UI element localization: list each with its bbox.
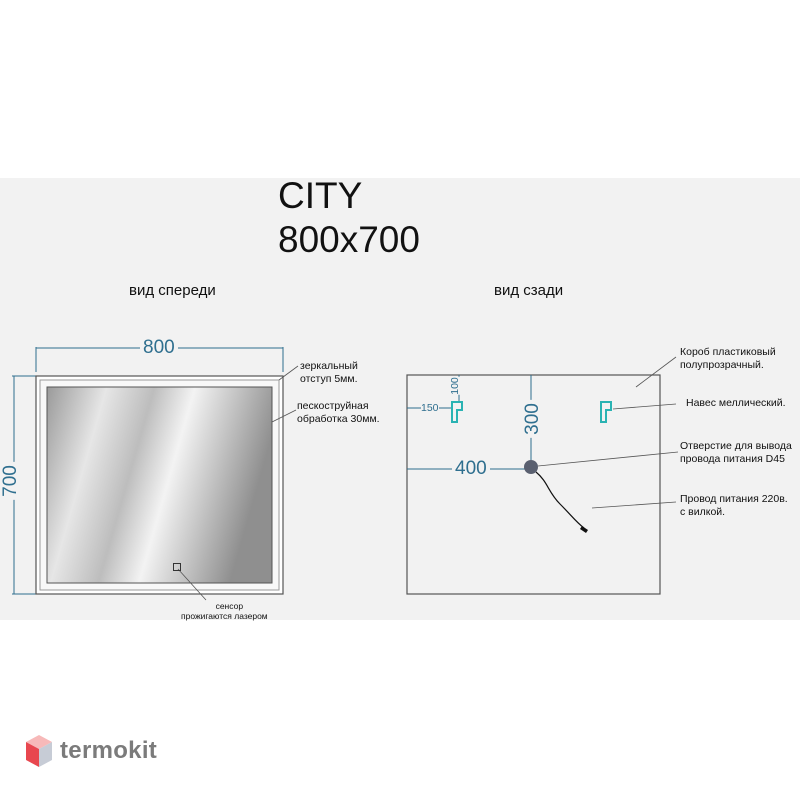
model-name: CITY [278,175,363,216]
dimension-100-text: 100 [448,377,461,395]
cable-note-line-1: Провод питания 220в. [680,493,788,505]
hole-note-line-1: Отверстие для вывода [680,440,792,452]
sandblast-note [297,400,380,426]
cable-hole [524,460,538,474]
hole-note [680,440,792,466]
model-size: 800x700 [278,219,420,260]
mirror-offset-leader [279,366,298,380]
dimension-150-text: 150 [421,402,439,414]
hanger-note [686,397,786,410]
plug-icon [580,526,588,533]
back-view [407,357,678,594]
width-dimension-text: 800 [140,337,178,359]
brand-name: termokit [60,737,158,764]
power-cable [536,472,584,528]
back-view-label: вид сзади [494,282,564,299]
mirror-offset-note [300,360,358,386]
cube-logo-icon [24,733,54,769]
sensor-note-line-2: прожигаются лазером [181,611,268,621]
front-view [12,347,298,600]
sensor-note-line-1: сенсор [215,601,244,611]
right-hanger [601,402,611,422]
sensor-note [181,601,268,621]
hanger-note-line-1: Навес меллический. [686,397,786,409]
hole-leader [538,452,678,466]
hanger-leader [613,404,676,409]
brand-logo [24,733,157,769]
sandblast-note-line-1: пескоструйная [297,400,369,412]
box-leader [636,357,676,387]
cable-leader [592,502,676,508]
box-note-line-1: Короб пластиковый [680,346,776,358]
cable-note [680,493,788,519]
front-view-label: вид спереди [129,282,216,299]
sandblast-note-line-2: обработка 30мм. [297,413,380,425]
height-dimension-text: 700 [0,462,22,500]
box-note [680,346,776,372]
cable-note-line-2: с вилкой. [680,506,726,518]
left-hanger [452,402,462,422]
hole-note-line-2: провода питания D45 [680,453,785,465]
dimension-300-text: 300 [522,400,544,438]
mirror-offset-note-line-2: отступ 5мм. [300,373,358,385]
mirror-offset-note-line-1: зеркальный [300,360,358,372]
mirror-surface [47,387,272,583]
sensor-icon [173,563,181,571]
dimension-400-text: 400 [452,458,490,480]
box-note-line-2: полупрозрачный. [680,359,764,371]
